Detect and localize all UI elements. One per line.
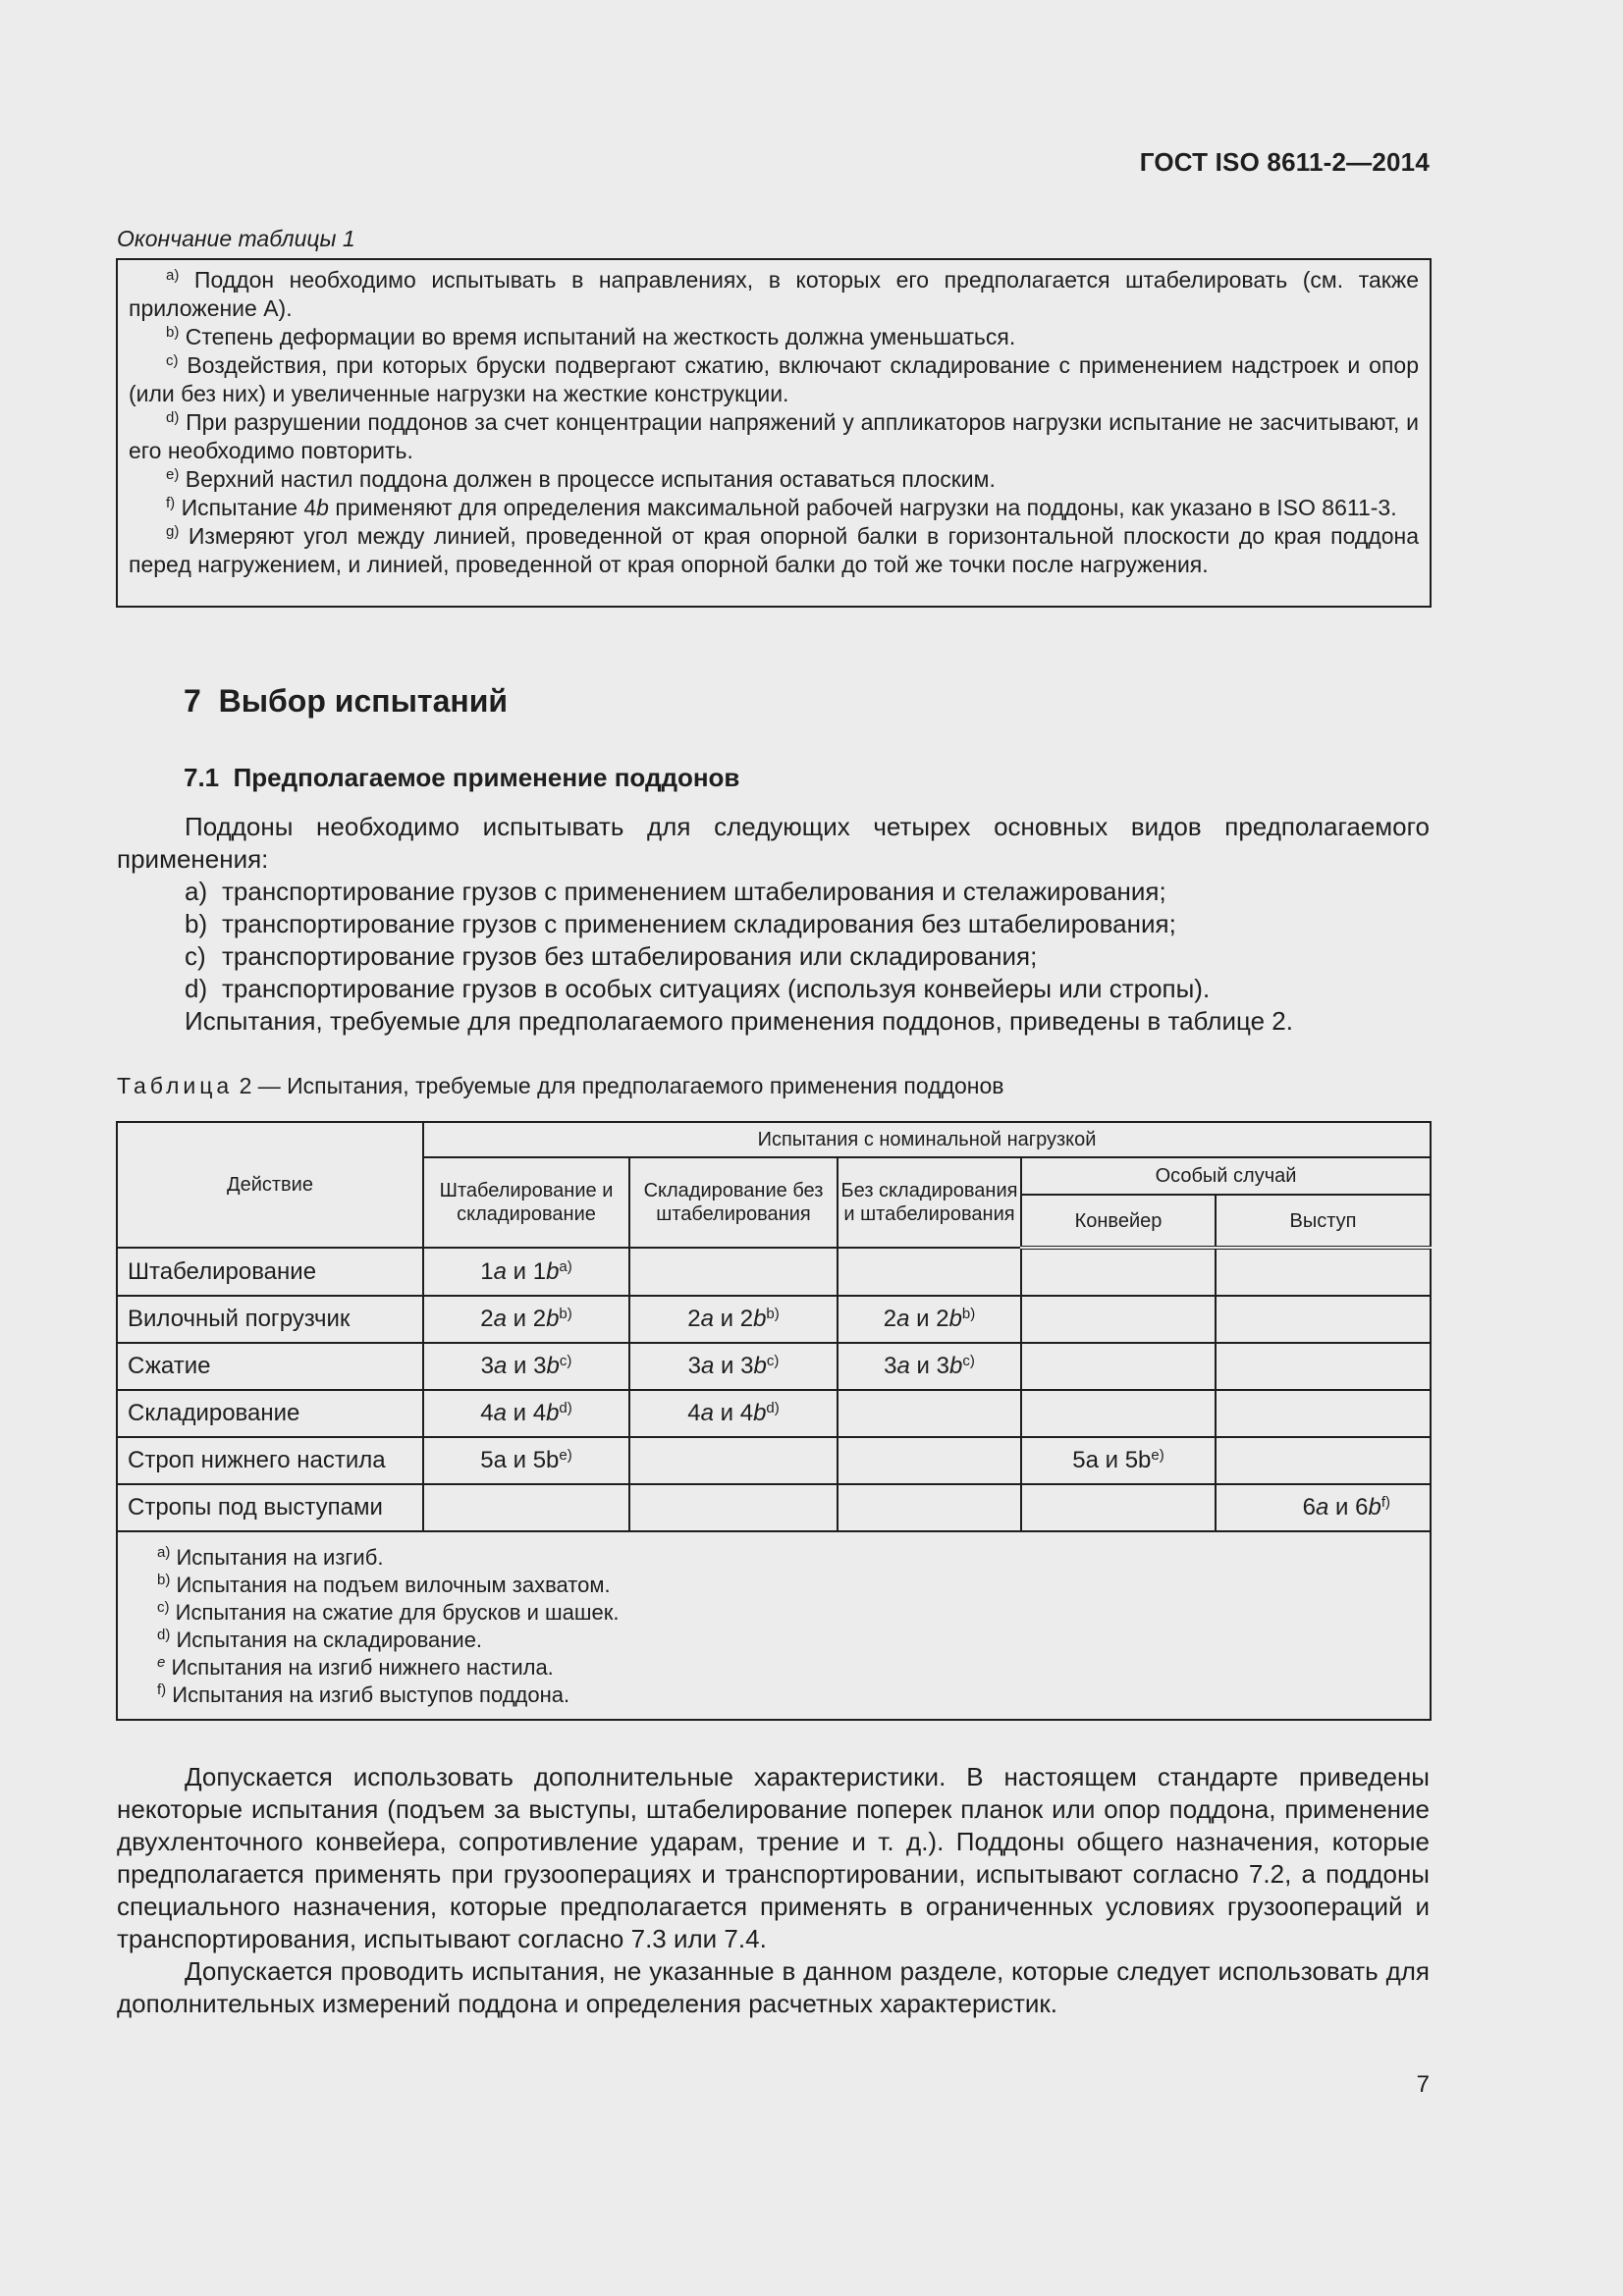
table-cell — [629, 1248, 838, 1296]
table-cell: 1a и $1b^{a)}$ — [423, 1248, 629, 1296]
table1-note-a: $^{a)}$ Поддон необходимо испытывать в направлениях, в которых его предполагается штабелировать (см. также приложение А). — [129, 267, 1419, 321]
table-notes-row — [117, 1531, 1431, 1720]
table2-note: $^e$ Испытания на изгиб нижнего настила. — [157, 1654, 554, 1680]
table2-note: $^{b)}$ Испытания на подъем вилочным захватом. — [157, 1572, 611, 1597]
page-number: 7 — [1416, 2071, 1430, 2098]
table-cell — [1216, 1248, 1431, 1296]
table1-note-e: $^{e)}$ Верхний настил поддона должен в процессе испытания оставаться плоским. — [166, 466, 996, 492]
header-nominal-load: Испытания с номинальной нагрузкой — [423, 1122, 1431, 1157]
table-cell — [838, 1390, 1021, 1437]
after-list-paragraph: Испытания, требуемые для предполагаемого применения поддонов, приведены в таблице 2. — [185, 1006, 1293, 1036]
table-cell — [1021, 1390, 1216, 1437]
row-action: Вилочный погрузчик — [117, 1296, 423, 1343]
row-action: Штабелирование — [117, 1248, 423, 1296]
tests-table — [116, 1121, 1432, 1721]
row-action: Сжатие — [117, 1343, 423, 1390]
table-cell: 3a и $3b^{c)}$ — [423, 1343, 629, 1390]
table2-note: $^{d)}$ Испытания на складирование. — [157, 1627, 483, 1652]
row-action: Строп нижнего настила — [117, 1437, 423, 1484]
table1-note-f: $^{f)}$ Испытание 4b применяют для определения максимальной рабочей нагрузки на поддоны, как указано в ISO 8611-3. — [166, 495, 1397, 520]
table-cell — [629, 1484, 838, 1531]
header-conveyor: Конвейер — [1021, 1195, 1216, 1248]
table-cell: 2a и $2b^{b)}$ — [423, 1296, 629, 1343]
table-cell — [1216, 1296, 1431, 1343]
closing-body — [117, 1761, 1430, 2020]
list-item: c) транспортирование грузов без штабелирования или складирования; — [185, 941, 1038, 971]
table-row — [117, 1296, 1431, 1343]
table-cell — [1021, 1248, 1216, 1296]
table1-note-c: $^{c)}$ Воздействия, при которых бруски подвергают сжатию, включают складирование с применением надстроек и опор (или без них) и увеличенные нагрузки на жесткие конструкции. — [129, 352, 1419, 406]
table-cell: 2a и $2b^{b)}$ — [629, 1296, 838, 1343]
closing-paragraph-2: Допускается проводить испытания, не указанные в данном разделе, которые следует использовать для дополнительных измерений поддона и определения расчетных характеристик. — [117, 1956, 1430, 2018]
table-cell — [423, 1484, 629, 1531]
table-cell: 3a и $3b^{c)}$ — [629, 1343, 838, 1390]
table-cell — [629, 1437, 838, 1484]
closing-paragraph-1: Допускается использовать дополнительные характеристики. В настоящем стандарте приведены некоторые испытания (подъем за выступы, штабелирование поперек планок или опор поддона, применение двухленточного конвейера, сопротивление ударам, трение и т. д.). Поддоны общего назначения, которые предполагается применять при грузооперациях и транспортировании, испытывают согласно 7.2, а поддоны специального назначения, которые предполагается применять в ограниченных условиях грузоопераций и транспортирования, испытывают согласно 7.3 или 7.4. — [117, 1762, 1430, 1953]
header-storage: Складирование без штабелирования — [629, 1157, 838, 1248]
table-cell: 5a и $5b^{e)}$ — [423, 1437, 629, 1484]
table2-note: $^{a)}$ Испытания на изгиб. — [157, 1544, 384, 1570]
table-cell — [1021, 1343, 1216, 1390]
table-cell — [838, 1484, 1021, 1531]
list-item: d) транспортирование грузов в особых ситуациях (используя конвейеры или стропы). — [185, 974, 1211, 1003]
table2-note: $^{c)}$ Испытания на сжатие для брусков и шашек. — [157, 1599, 620, 1625]
header-action: Действие — [117, 1122, 423, 1248]
table1-footnotes-box — [116, 258, 1432, 608]
header-stacking: Штабелирование и складирование — [423, 1157, 629, 1248]
table-cell — [838, 1437, 1021, 1484]
table-cell — [1216, 1390, 1431, 1437]
section-body — [117, 811, 1430, 1038]
table-cell — [1216, 1343, 1431, 1390]
header-ledge: Выступ — [1216, 1195, 1431, 1248]
table-cell — [1021, 1484, 1216, 1531]
table2-footnotes — [117, 1531, 1431, 1720]
table-row — [117, 1484, 1431, 1531]
section-title: 7 Выбор испытаний — [184, 683, 509, 719]
table2-note: $^{f)}$ Испытания на изгиб выступов поддона. — [157, 1682, 570, 1707]
table-cell: 2a и $2b^{b)}$ — [838, 1296, 1021, 1343]
intro-paragraph: Поддоны необходимо испытывать для следующих четырех основных видов предполагаемого применения: — [117, 812, 1430, 874]
list-item: a) транспортирование грузов с применением штабелирования и стелажирования; — [185, 877, 1166, 906]
table1-note-b: $^{b)}$ Степень деформации во время испытаний на жесткость должна уменьшаться. — [166, 324, 1016, 349]
list-item: b) транспортирование грузов с применением складирования без штабелирования; — [185, 909, 1176, 938]
table1-note-g: $^{g)}$ Измеряют угол между линией, проведенной от края опорной балки в горизонтальной плоскости до края поддона перед нагружением, и линией, проведенной от края опорной балки до той же точки после нагружения. — [129, 523, 1419, 577]
table-row — [117, 1437, 1431, 1484]
table-row — [117, 1390, 1431, 1437]
header-special-case: Особый случай — [1021, 1157, 1431, 1195]
table-cell — [1021, 1296, 1216, 1343]
table-cell: 5a и $5b^{e)}$ — [1021, 1437, 1216, 1484]
table-cell — [838, 1248, 1021, 1296]
table-cell: 4a и $4b^{d)}$ — [629, 1390, 838, 1437]
table2-caption: Таблица 2 — Испытания, требуемые для предполагаемого применения поддонов — [117, 1073, 1004, 1098]
header-no-stacking: Без складирования и штабелирования — [838, 1157, 1021, 1248]
table-row — [117, 1248, 1431, 1296]
document-code-header: ГОСТ ISO 8611-2—2014 — [1139, 147, 1430, 177]
table-cell: 6a и $6b^{f)}$ — [1216, 1484, 1431, 1531]
subsection-title: 7.1 Предполагаемое применение поддонов — [184, 763, 740, 792]
table1-continuation-caption: Окончание таблицы 1 — [117, 226, 355, 251]
table-row — [117, 1343, 1431, 1390]
table-cell — [1216, 1437, 1431, 1484]
table-cell: 3a и $3b^{c)}$ — [838, 1343, 1021, 1390]
table1-note-d: $^{d)}$ При разрушении поддонов за счет концентрации напряжений у аппликаторов нагрузки испытание не засчитывают, и его необходимо повторить. — [129, 409, 1419, 463]
row-action: Складирование — [117, 1390, 423, 1437]
table-cell: 4a и $4b^{d)}$ — [423, 1390, 629, 1437]
row-action: Стропы под выступами — [117, 1484, 423, 1531]
